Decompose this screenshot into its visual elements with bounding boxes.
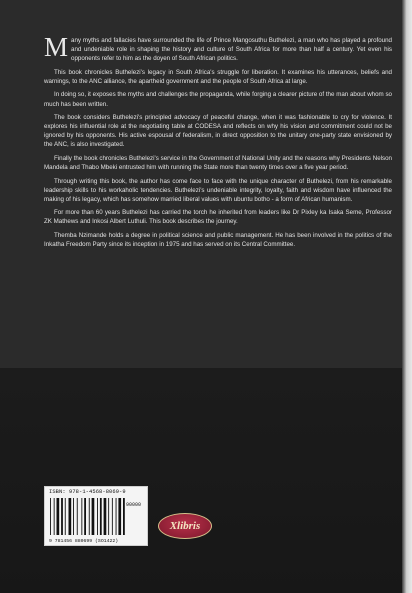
publisher-logo-text: Xlibris xyxy=(169,520,201,532)
blurb-paragraph-3: In doing so, it exposes the myths and challenges the propaganda, while forging a clearer picture of the man about whom so much has been written. xyxy=(44,91,392,108)
blurb-paragraph-6: Through writing this book, the author has come face to face with the unique character of Buthelezi, from his remarkable leadership skills to his workaholic tendencies. Buthelezi's undeniable integrity, loyalty, faith and wisdom have influenced the making of his legacy, which has somehow married liberal values with ubuntu botho - a form of African humanism. xyxy=(44,177,392,203)
price-code: 90000 xyxy=(125,502,141,508)
blurb-paragraph-4: The book considers Buthelezi's principled advocacy of peaceful change, when it was fashionable to cry for violence. It explores his influential role at the negotiating table at CODESA and reflects on why his vision and commitment could not be ignored by his opponents. His active espousal of federalism, in direct opposition to the unitary one-party state envisioned by the ANC, is also investigated. xyxy=(44,113,392,149)
blurb-paragraph-5: Finally the book chronicles Buthelezi's service in the Government of National Unity and the reasons why Presidents Nelson Mandela and Thabo Mbeki entrusted him with running the State more than twenty times over a five year period. xyxy=(44,154,392,172)
blurb-paragraph-7: For more than 60 years Buthelezi has carried the torch he inherited from leaders like Dr Pixley ka Isaka Seme, Professor ZK Mathews and Inkosi Albert Luthuli. This book describes the journey. xyxy=(44,209,392,226)
barcode-digits: 9 781456 880699 (SO1422) xyxy=(49,539,119,544)
barcode-bars xyxy=(49,498,143,535)
publisher-logo xyxy=(158,513,212,539)
drop-cap: M xyxy=(44,32,69,62)
isbn-barcode xyxy=(44,486,148,546)
blurb-paragraph-2: This book chronicles Buthelezi's legacy in South Africa's struggle for liberation. It examines his utterances, beliefs and warnings, to the ANC alliance, the apartheid government and the people of South Africa at large. xyxy=(44,68,392,85)
blurb-text xyxy=(44,32,392,254)
isbn-label: ISBN: 978-1-4568-8069-9 xyxy=(49,489,126,495)
author-bio: Themba Nzimande holds a degree in political science and public management. He has been involved in the politics of the Inkatha Freedom Party since its inception in 1975 and has served on its Central Committee. xyxy=(44,231,392,249)
blurb-paragraph-1: Many myths and fallacies have surrounded the life of Prince Mangosuthu Buthelezi, a man who has played a profound and undeniable role in shaping the history and culture of South Africa for more than half a century. Yet even his opponents refer to him as the doyen of South African politics. xyxy=(44,32,392,63)
page-edge xyxy=(402,0,412,593)
